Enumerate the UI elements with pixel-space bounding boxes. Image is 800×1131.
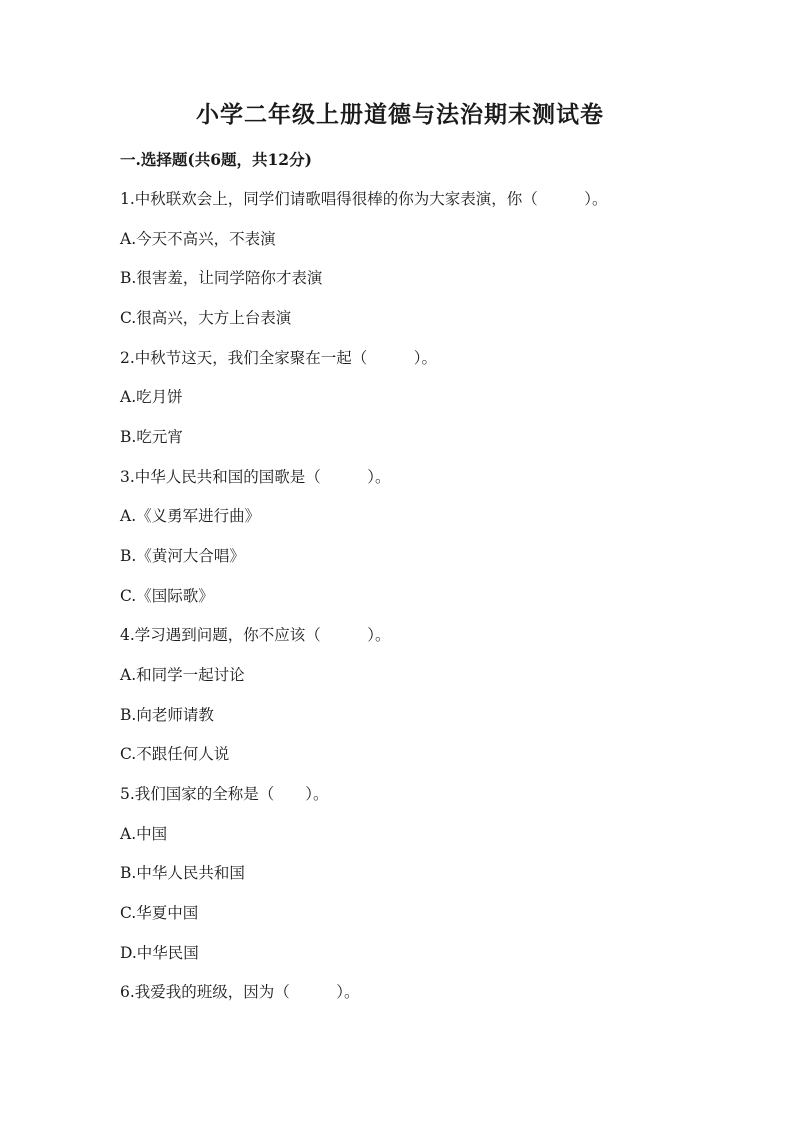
question-stem: 2.中秋节这天，我们全家聚在一起（ ）。 — [120, 349, 438, 367]
option-c: C.很高兴，大方上台表演 — [120, 309, 292, 327]
option-a: A.和同学一起讨论 — [120, 666, 245, 684]
option-a: A.中国 — [120, 825, 168, 843]
question-stem: 5.我们国家的全称是（ ）。 — [120, 785, 329, 803]
option-c: C.华夏中国 — [120, 904, 199, 922]
option-b: B.《黄河大合唱》 — [120, 547, 245, 565]
question-stem: 3.中华人民共和国的国歌是（ ）。 — [120, 468, 391, 486]
option-b: B.中华人民共和国 — [120, 864, 245, 882]
option-b: B.很害羞，让同学陪你才表演 — [120, 269, 323, 287]
page-title: 小学二年级上册道德与法治期末测试卷 — [196, 101, 604, 128]
question-stem: 6.我爱我的班级，因为（ ）。 — [120, 983, 360, 1001]
option-a: A.吃月饼 — [120, 388, 183, 406]
option-b: B.吃元宵 — [120, 428, 183, 446]
option-a: A.《义勇军进行曲》 — [120, 507, 261, 525]
option-d: D.中华民国 — [120, 944, 199, 962]
question-stem: 4.学习遇到问题，你不应该（ ）。 — [120, 626, 391, 644]
option-a: A.今天不高兴，不表演 — [120, 230, 276, 248]
option-b: B.向老师请教 — [120, 706, 214, 724]
question-stem: 1.中秋联欢会上，同学们请歌唱得很棒的你为大家表演，你（ ）。 — [120, 190, 608, 208]
option-c: C.不跟任何人说 — [120, 745, 230, 763]
section-heading: 一.选择题(共6题，共12分) — [120, 150, 312, 169]
option-c: C.《国际歌》 — [120, 587, 214, 605]
